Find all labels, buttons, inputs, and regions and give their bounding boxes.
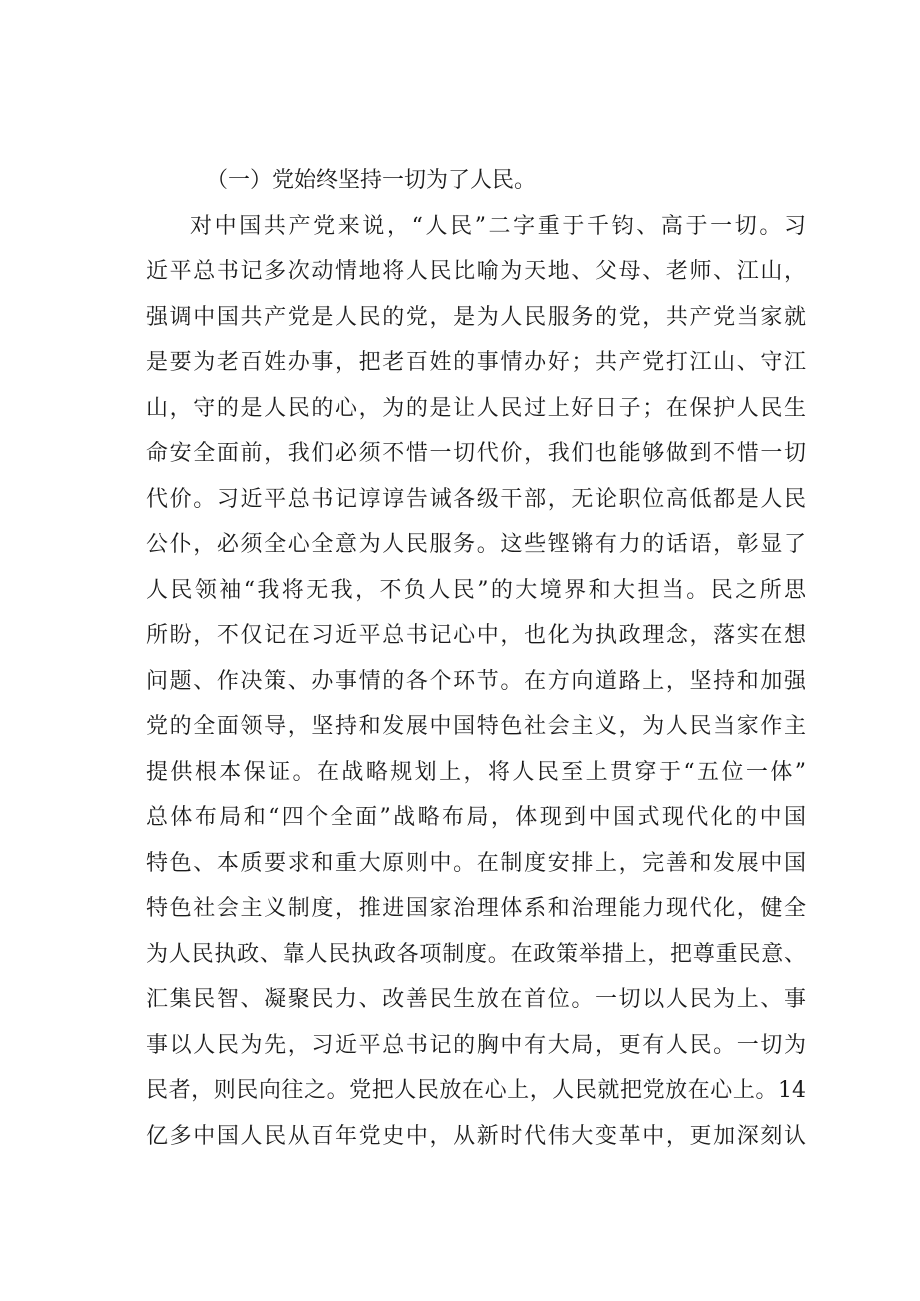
paragraph-line: 事以人民为先，习近平总书记的胸中有大局，更有人民。一切为 <box>146 1032 806 1058</box>
paragraph-line: 民者，则民向往之。党把人民放在心上，人民就把党放在心上。14 <box>146 1078 806 1103</box>
paragraph-line: 对中国共产党来说，“人民”二字重于千钧、高于一切。习 <box>190 213 806 239</box>
paragraph-line: 特色社会主义制度，推进国家治理体系和治理能力现代化，健全 <box>146 896 806 921</box>
paragraph-line: 汇集民智、凝聚民力、改善民生放在首位。一切以人民为上、事 <box>146 987 806 1012</box>
paragraph-line: 近平总书记多次动情地将人民比喻为天地、父母、老师、江山， <box>146 259 806 284</box>
section-heading: （一）党始终坚持一切为了人民。 <box>206 168 537 193</box>
paragraph-line: 人民领袖“我将无我，不负人民”的大境界和大担当。民之所思 <box>146 577 806 603</box>
paragraph-line: 党的全面领导，坚持和发展中国特色社会主义，为人民当家作主 <box>146 714 806 739</box>
paragraph-line: 命安全面前，我们必须不惜一切代价，我们也能够做到不惜一切 <box>146 441 806 466</box>
paragraph-line: 所盼，不仅记在习近平总书记心中，也化为执政理念，落实在想 <box>146 623 806 648</box>
paragraph-line: 代价。习近平总书记谆谆告诫各级干部，无论职位高低都是人民 <box>146 486 806 512</box>
paragraph-line: 亿多中国人民从百年党史中，从新时代伟大变革中，更加深刻认 <box>146 1123 806 1149</box>
paragraph-line: 总体布局和“四个全面”战略布局，体现到中国式现代化的中国 <box>146 805 806 830</box>
paragraph-line: 强调中国共产党是人民的党，是为人民服务的党，共产党当家就 <box>146 304 806 330</box>
paragraph-line: 提供根本保证。在战略规划上，将人民至上贯穿于“五位一体” <box>146 759 806 785</box>
paragraph-line: 公仆，必须全心全意为人民服务。这些铿锵有力的话语，彰显了 <box>146 532 806 557</box>
paragraph-line: 特色、本质要求和重大原则中。在制度安排上，完善和发展中国 <box>146 850 806 876</box>
body-text <box>146 158 806 1159</box>
paragraph-line: 山，守的是人民的心，为的是让人民过上好日子；在保护人民生 <box>146 395 806 421</box>
paragraph-line: 是要为老百姓办事，把老百姓的事情办好；共产党打江山、守江 <box>146 350 806 375</box>
paragraph-line: 问题、作决策、办事情的各个环节。在方向道路上，坚持和加强 <box>146 668 806 694</box>
paragraph-line: 为人民执政、靠人民执政各项制度。在政策举措上，把尊重民意、 <box>146 941 806 967</box>
